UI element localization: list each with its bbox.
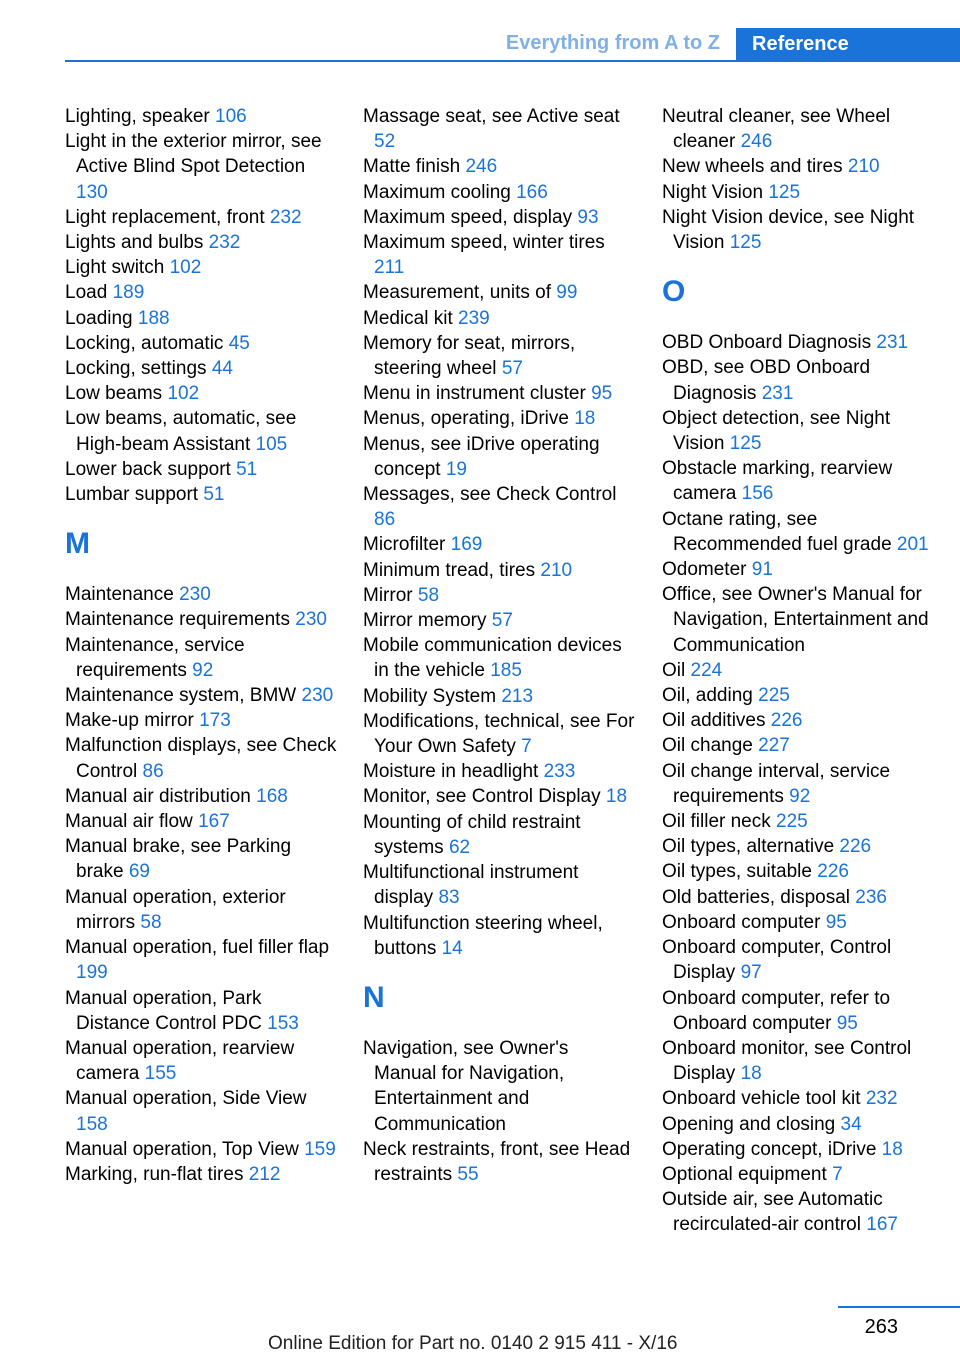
page-reference-link[interactable]: 99	[556, 282, 578, 304]
entry-term: Matte finish	[363, 156, 461, 178]
index-entry	[363, 1137, 635, 1187]
index-entry	[363, 280, 635, 305]
page-reference-link[interactable]: 18	[881, 1138, 903, 1160]
entry-term: Object detection, see Night Vision	[662, 407, 891, 455]
entry-term: Manual operation, fuel filler flap	[65, 937, 330, 959]
page-reference-link[interactable]: 232	[865, 1088, 898, 1110]
page-reference-link[interactable]: 232	[208, 232, 241, 254]
index-entry	[662, 759, 934, 809]
footer-rule	[838, 1306, 960, 1308]
page-reference-link[interactable]: 86	[374, 509, 396, 531]
entry-term: Menus, operating, iDrive	[363, 408, 569, 430]
page-reference-link[interactable]: 95	[591, 383, 613, 405]
entry-term: Mobile communication devices in the vehicle	[363, 635, 622, 682]
page-reference-link[interactable]: 188	[137, 307, 170, 329]
edition-line: Online Edition for Part no. 0140 2 915 411 - X/16	[268, 1333, 678, 1354]
entry-term: Manual air distribution	[65, 785, 251, 807]
entry-term: Oil change	[662, 735, 753, 757]
index-column-1	[65, 104, 337, 1187]
page-reference-link[interactable]: 92	[192, 659, 214, 681]
page-reference-link[interactable]: 125	[729, 232, 762, 254]
page-reference-link[interactable]: 173	[199, 710, 231, 732]
index-entry	[65, 935, 337, 985]
page-reference-link[interactable]: 7	[521, 736, 532, 758]
index-entry	[363, 306, 635, 331]
entry-term: Menu in instrument cluster	[363, 383, 586, 405]
index-entry	[65, 1162, 337, 1187]
index-entry	[65, 230, 337, 255]
page-reference-link[interactable]: 57	[501, 358, 523, 380]
page-reference-link[interactable]: 246	[740, 131, 773, 153]
entry-term: Menus, see iDrive operating concept	[363, 433, 600, 480]
index-entry	[363, 558, 635, 583]
entry-term: Obstacle marking, rearview camera	[662, 458, 893, 505]
entry-term: Outside air, see Automatic recirculated-air control	[662, 1189, 883, 1236]
entry-term: Lighting, speaker	[65, 106, 210, 127]
page-reference-link[interactable]: 211	[374, 257, 405, 279]
entry-term: Lumbar support	[65, 484, 199, 506]
index-letter-heading: O	[662, 275, 686, 309]
entry-term: Oil types, alternative	[662, 836, 835, 858]
entry-term: Loading	[65, 307, 133, 329]
index-entry	[662, 1036, 934, 1086]
page-reference-link[interactable]: 230	[301, 685, 334, 707]
page-reference-link[interactable]: 227	[758, 735, 790, 757]
page-reference-link[interactable]: 125	[768, 181, 801, 203]
entry-term: Odometer	[662, 559, 747, 581]
index-entry	[363, 684, 635, 709]
page-reference-link[interactable]: 210	[847, 156, 880, 178]
entry-term: Manual operation, exterior mirrors	[65, 886, 286, 933]
page-reference-link[interactable]: 18	[740, 1063, 762, 1085]
page-reference-link[interactable]: 7	[832, 1163, 843, 1185]
page-reference-link[interactable]: 95	[825, 911, 847, 933]
index-entry	[65, 381, 337, 406]
page-reference-link[interactable]: 57	[491, 610, 513, 632]
entry-term: Maximum cooling	[363, 181, 511, 203]
index-entry	[65, 834, 337, 884]
entry-term: Manual air flow	[65, 811, 193, 833]
index-entry	[662, 154, 934, 179]
page-reference-link[interactable]: 18	[574, 408, 596, 430]
index-entry	[65, 129, 337, 205]
entry-term: Manual operation, Side View	[65, 1088, 307, 1110]
entry-term: Malfunction displays, see Check Control	[65, 735, 337, 782]
page-reference-link[interactable]: 233	[543, 761, 576, 783]
entry-term: Manual operation, Top View	[65, 1138, 299, 1160]
page-reference-link[interactable]: 166	[516, 181, 548, 203]
entry-term: Locking, settings	[65, 358, 207, 380]
page-reference-link[interactable]: 106	[215, 106, 247, 127]
page-reference-link[interactable]: 55	[457, 1163, 479, 1185]
index-entry	[65, 255, 337, 280]
page-reference-link[interactable]: 210	[540, 559, 573, 581]
page-reference-link[interactable]: 167	[866, 1214, 898, 1236]
index-entry	[662, 180, 934, 205]
index-entry	[65, 457, 337, 482]
index-entry	[363, 331, 635, 381]
index-entry	[65, 1137, 337, 1162]
entry-term: Measurement, units of	[363, 282, 551, 304]
index-entry	[363, 230, 635, 280]
index-entry	[65, 1036, 337, 1086]
index-entry	[662, 733, 934, 758]
index-entry	[363, 205, 635, 230]
entry-term: Maximum speed, winter tires	[363, 232, 605, 254]
index-entry	[65, 885, 337, 935]
page-reference-link[interactable]: 199	[76, 962, 108, 984]
page-reference-link[interactable]: 95	[836, 1012, 858, 1034]
entry-term: Optional equipment	[662, 1163, 827, 1185]
entry-term: Light replacement, front	[65, 206, 265, 228]
page-reference-link[interactable]: 92	[789, 785, 811, 807]
index-entry	[662, 935, 934, 985]
index-entry	[363, 784, 635, 809]
entry-term: Neutral cleaner, see Wheel cleaner	[662, 106, 891, 153]
index-entry	[363, 709, 635, 759]
entry-term: Memory for seat, mirrors, steering wheel	[363, 332, 576, 380]
page-reference-link[interactable]: 231	[761, 382, 794, 404]
page-reference-link[interactable]: 102	[169, 257, 202, 279]
entry-term: Maintenance requirements	[65, 609, 290, 631]
index-entry	[363, 583, 635, 608]
page-reference-link[interactable]: 230	[179, 584, 211, 606]
page-reference-link[interactable]: 52	[374, 131, 396, 153]
entry-term: Navigation, see Owner's Manual for Navigation, Entertainment and Communication	[363, 1037, 569, 1135]
page-reference-link[interactable]: 169	[450, 534, 483, 556]
entry-term: Load	[65, 282, 108, 304]
page-reference-link[interactable]: 62	[448, 836, 471, 858]
index-column-3	[662, 104, 934, 1238]
index-entry	[65, 733, 337, 783]
index-entry	[65, 633, 337, 683]
entry-term: Microfilter	[363, 534, 446, 556]
index-entry	[662, 809, 934, 834]
entry-term: Oil additives	[662, 710, 766, 732]
entry-term: Minimum tread, tires	[363, 559, 536, 581]
index-entry	[662, 355, 934, 405]
index-entry	[363, 381, 635, 406]
page-reference-link[interactable]: 159	[304, 1138, 336, 1160]
page-reference-link[interactable]: 224	[690, 659, 723, 681]
index-entry	[65, 809, 337, 834]
page-reference-link[interactable]: 232	[269, 206, 302, 228]
page-reference-link[interactable]: 105	[255, 433, 288, 455]
page-reference-link[interactable]: 225	[776, 811, 808, 833]
index-entry	[363, 482, 635, 532]
index-entry	[65, 582, 337, 607]
entry-term: Onboard computer, refer to Onboard computer	[662, 987, 891, 1034]
entry-term: Multifunction steering wheel, buttons	[363, 912, 603, 959]
page-reference-link[interactable]: 236	[855, 886, 887, 908]
entry-term: Monitor, see Control Display	[363, 786, 601, 808]
page-reference-link[interactable]: 44	[211, 358, 233, 380]
page-reference-link[interactable]: 158	[76, 1113, 108, 1135]
entry-term: Onboard vehicle tool kit	[662, 1088, 861, 1110]
page-reference-link[interactable]: 91	[751, 559, 773, 581]
index-entry	[65, 205, 337, 230]
page-reference-link[interactable]: 34	[840, 1113, 862, 1135]
index-entry	[363, 810, 635, 860]
index-letter-heading: M	[65, 527, 90, 561]
entry-term: Opening and closing	[662, 1113, 836, 1135]
page-reference-link[interactable]: 226	[770, 710, 803, 732]
index-entry	[65, 356, 337, 381]
page-reference-link[interactable]: 155	[144, 1063, 177, 1085]
entry-term: Oil	[662, 659, 686, 681]
entry-term: Oil types, suitable	[662, 861, 812, 883]
entry-term: Operating concept, iDrive	[662, 1138, 877, 1160]
page-reference-link[interactable]: 226	[839, 836, 872, 858]
entry-term: Locking, automatic	[65, 332, 224, 354]
entry-term: Multifunctional instrument display	[363, 862, 579, 909]
index-entry	[363, 432, 635, 482]
index-entry	[65, 683, 337, 708]
entry-term: New wheels and tires	[662, 156, 843, 178]
index-entry	[662, 986, 934, 1036]
entry-term: Low beams, automatic, see High-beam Assistant	[65, 408, 297, 455]
reference-tab: Reference	[736, 28, 960, 60]
index-entry	[65, 1086, 337, 1136]
entry-term: Mobility System	[363, 685, 497, 707]
entry-term: Make-up mirror	[65, 710, 194, 732]
index-entry	[662, 507, 934, 557]
index-column-2	[363, 104, 635, 1187]
index-entry	[662, 557, 934, 582]
page-reference-link[interactable]: 58	[140, 911, 162, 933]
index-entry	[65, 607, 337, 632]
index-entry	[662, 859, 934, 884]
index-entry	[662, 1112, 934, 1137]
entry-term: Onboard computer, Control Display	[662, 937, 892, 984]
entry-term: Oil, adding	[662, 685, 753, 707]
index-entry	[65, 482, 337, 507]
entry-term: Octane rating, see Recommended fuel grade	[662, 508, 892, 555]
index-entry	[662, 330, 934, 355]
page-reference-link[interactable]: 201	[896, 533, 929, 555]
page-reference-link[interactable]: 51	[203, 484, 225, 506]
page-reference-link[interactable]: 153	[267, 1012, 299, 1034]
entry-term: Manual brake, see Parking brake	[65, 836, 292, 883]
entry-term: Messages, see Check Control	[363, 484, 617, 506]
entry-term: Massage seat, see Active seat	[363, 106, 620, 127]
entry-term: Marking, run-flat tires	[65, 1163, 244, 1185]
entry-term: Onboard monitor, see Control Display	[662, 1037, 912, 1085]
entry-term: Medical kit	[363, 307, 453, 329]
entry-term: Manual operation, Park Distance Control PDC	[65, 987, 262, 1034]
index-entry	[363, 608, 635, 633]
page-reference-link[interactable]: 125	[729, 433, 762, 455]
index-entry	[662, 104, 934, 154]
page-reference-link[interactable]: 225	[758, 685, 790, 707]
entry-term: OBD, see OBD Onboard Diagnosis	[662, 357, 871, 404]
entry-term: Moisture in headlight	[363, 761, 539, 783]
index-entry	[65, 406, 337, 456]
page-reference-link[interactable]: 231	[876, 332, 909, 354]
entry-term: Mounting of child restraint systems	[363, 811, 581, 858]
page-reference-link[interactable]: 130	[76, 181, 108, 203]
index-entry	[65, 104, 337, 129]
page-reference-link[interactable]: 93	[577, 206, 599, 228]
page-reference-link[interactable]: 83	[438, 887, 460, 909]
page-reference-link[interactable]: 246	[465, 156, 498, 178]
entry-term: OBD Onboard Diagnosis	[662, 332, 872, 354]
page-reference-link[interactable]: 156	[741, 483, 774, 505]
page-reference-link[interactable]: 230	[295, 609, 327, 631]
index-entry	[662, 708, 934, 733]
index-entry	[662, 658, 934, 683]
entry-term: Oil filler neck	[662, 811, 771, 833]
entry-term: Maintenance	[65, 584, 174, 606]
entry-term: Office, see Owner's Manual for Navigation, Entertainment and Communication	[662, 584, 929, 656]
index-entry	[662, 910, 934, 935]
entry-term: Lower back support	[65, 458, 231, 480]
index-entry	[363, 633, 635, 683]
page-reference-link[interactable]: 185	[490, 660, 522, 682]
index-entry	[662, 683, 934, 708]
entry-term: Neck restraints, front, see Head restraints	[363, 1138, 631, 1185]
page-reference-link[interactable]: 86	[142, 760, 164, 782]
page-reference-link[interactable]: 69	[128, 861, 150, 883]
index-entry	[363, 860, 635, 910]
page-header	[65, 28, 960, 62]
index-entry	[662, 1137, 934, 1162]
entry-term: Night Vision	[662, 181, 764, 203]
index-entry	[65, 708, 337, 733]
page-reference-link[interactable]: 97	[740, 962, 762, 984]
index-entry	[662, 834, 934, 859]
entry-term: Mirror memory	[363, 610, 487, 632]
page-reference-link[interactable]: 58	[417, 584, 440, 606]
page-reference-link[interactable]: 51	[236, 458, 258, 480]
entry-term: Light in the exterior mirror, see Active Blind Spot Detection	[65, 131, 322, 178]
entry-term: Mirror	[363, 584, 413, 606]
page-reference-link[interactable]: 168	[256, 785, 288, 807]
page-reference-link[interactable]: 189	[112, 282, 145, 304]
index-entry	[662, 205, 934, 255]
index-entry	[662, 885, 934, 910]
index-entry	[662, 1086, 934, 1111]
page-number: 263	[864, 1316, 898, 1338]
index-entry	[65, 784, 337, 809]
entry-term: Lights and bulbs	[65, 232, 204, 254]
page-reference-link[interactable]: 45	[228, 332, 250, 354]
index-entry	[363, 104, 635, 154]
page-reference-link[interactable]: 167	[198, 811, 230, 833]
page-reference-link[interactable]: 18	[605, 786, 628, 808]
index-entry	[363, 1036, 635, 1137]
entry-term: Oil change interval, service requirements	[662, 760, 891, 807]
entry-term: Light switch	[65, 257, 165, 279]
index-letter-heading: N	[363, 980, 385, 1014]
entry-term: Old batteries, disposal	[662, 886, 850, 908]
page-reference-link[interactable]: 102	[167, 383, 200, 405]
page-reference-link[interactable]: 213	[501, 685, 534, 707]
index-entry	[363, 180, 635, 205]
index-entry	[65, 306, 337, 331]
page-reference-link[interactable]: 239	[458, 307, 490, 329]
entry-term: Manual operation, rearview camera	[65, 1037, 295, 1085]
entry-term: Modifications, technical, see For Your Own Safety	[363, 710, 635, 758]
index-entry	[662, 1187, 934, 1237]
entry-term: Onboard computer	[662, 911, 821, 933]
index-entry	[65, 986, 337, 1036]
index-entry	[363, 406, 635, 431]
index-entry	[65, 280, 337, 305]
index-entry	[662, 406, 934, 456]
index-entry	[662, 456, 934, 506]
page-reference-link[interactable]: 226	[817, 861, 849, 883]
index-entry	[363, 154, 635, 179]
index-entry	[662, 1162, 934, 1187]
entry-term: Maintenance system, BMW	[65, 685, 297, 707]
section-title: Everything from A to Z	[505, 32, 720, 54]
page-reference-link[interactable]: 212	[248, 1163, 281, 1185]
index-entry	[363, 759, 635, 784]
index-entry	[363, 911, 635, 961]
entry-term: Maintenance, service requirements	[65, 634, 245, 681]
index-entry	[363, 532, 635, 557]
page-reference-link[interactable]: 14	[441, 937, 463, 959]
entry-term: Maximum speed, display	[363, 206, 573, 228]
page-reference-link[interactable]: 19	[445, 458, 467, 480]
index-entry	[65, 331, 337, 356]
index-entry	[662, 582, 934, 658]
entry-term: Low beams	[65, 383, 163, 405]
entry-term: Night Vision device, see Night Vision	[662, 206, 915, 254]
